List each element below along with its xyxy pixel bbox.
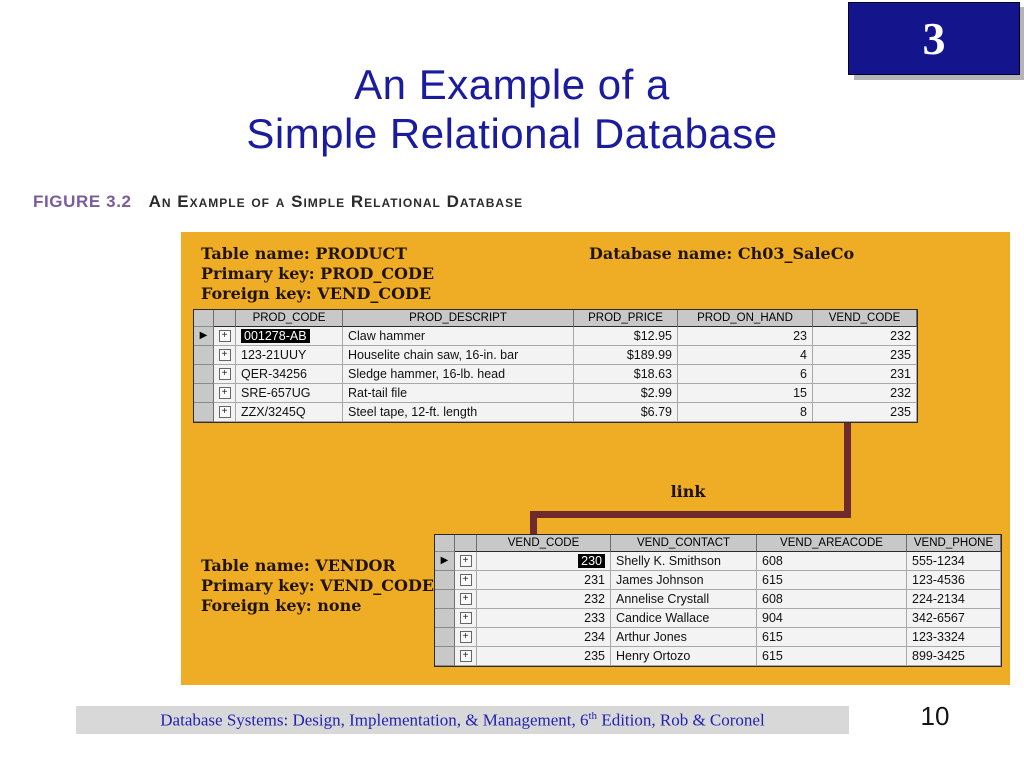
current-row-arrow-icon: ▶ [440, 555, 449, 566]
cell-prod-descript[interactable]: Claw hammer [343, 327, 574, 346]
vendor-foreign-key: Foreign key: none [201, 596, 362, 615]
column-header-prod-price[interactable]: PROD_PRICE [574, 310, 678, 327]
vendor-table-info [201, 556, 434, 616]
expand-row-button[interactable] [214, 403, 236, 422]
plus-icon: + [219, 406, 231, 418]
cell-prod-price[interactable]: $6.79 [574, 403, 678, 422]
product-primary-key: Primary key: PROD_CODE [201, 264, 435, 283]
footer-bar [76, 706, 849, 734]
header-selector-cell [435, 535, 455, 552]
row-selector[interactable] [435, 628, 455, 647]
row-selector[interactable] [435, 552, 455, 571]
table-row [435, 571, 1001, 590]
cell-prod-on-hand[interactable]: 6 [678, 365, 813, 384]
cell-prod-code[interactable]: 001278-AB [236, 327, 343, 346]
product-table-info [201, 244, 434, 304]
cell-vend-code[interactable]: 232 [813, 327, 917, 346]
table-row [435, 552, 1001, 571]
cell-prod-code[interactable]: ZZX/3245Q [236, 403, 343, 422]
page-title [0, 60, 1024, 158]
cell-vend-contact[interactable]: James Johnson [611, 571, 757, 590]
cell-vend-phone[interactable]: 123-3324 [907, 628, 1001, 647]
cell-vend-phone[interactable]: 224-2134 [907, 590, 1001, 609]
plus-icon: + [460, 574, 472, 586]
expand-row-button[interactable] [455, 571, 477, 590]
cell-prod-on-hand[interactable]: 15 [678, 384, 813, 403]
header-expand-cell [214, 310, 236, 327]
cell-vend-areacode[interactable]: 615 [757, 628, 907, 647]
row-selector[interactable] [194, 327, 214, 346]
plus-icon: + [219, 330, 231, 342]
cell-prod-code[interactable]: QER-34256 [236, 365, 343, 384]
row-selector[interactable] [435, 571, 455, 590]
cell-vend-phone[interactable]: 342-6567 [907, 609, 1001, 628]
cell-vend-phone[interactable]: 899-3425 [907, 647, 1001, 666]
expand-row-button[interactable] [455, 552, 477, 571]
link-label: link [670, 482, 706, 501]
cell-prod-code[interactable]: 123-21UUY [236, 346, 343, 365]
cell-prod-descript[interactable]: Rat-tail file [343, 384, 574, 403]
cell-vend-contact[interactable]: Candice Wallace [611, 609, 757, 628]
figure-canvas [181, 232, 1010, 685]
cell-vend-areacode[interactable]: 904 [757, 609, 907, 628]
title-line-2: Simple Relational Database [246, 110, 778, 157]
cell-prod-on-hand[interactable]: 4 [678, 346, 813, 365]
row-selector[interactable] [435, 590, 455, 609]
plus-icon: + [460, 555, 472, 567]
expand-row-button[interactable] [214, 346, 236, 365]
link-connector-horizontal [530, 511, 851, 518]
cell-prod-descript[interactable]: Houselite chain saw, 16-in. bar [343, 346, 574, 365]
plus-icon: + [219, 387, 231, 399]
cell-vend-phone[interactable]: 555-1234 [907, 552, 1001, 571]
product-table-name: Table name: PRODUCT [201, 244, 408, 263]
title-line-1: An Example of a [354, 61, 670, 108]
cell-prod-on-hand[interactable]: 8 [678, 403, 813, 422]
cell-prod-price[interactable]: $12.95 [574, 327, 678, 346]
expand-row-button[interactable] [214, 327, 236, 346]
table-row [435, 590, 1001, 609]
cell-vend-contact[interactable]: Annelise Crystall [611, 590, 757, 609]
table-row [435, 647, 1001, 666]
cell-prod-code[interactable]: SRE-657UG [236, 384, 343, 403]
header-expand-cell [455, 535, 477, 552]
row-selector[interactable] [194, 365, 214, 384]
cell-vend-contact[interactable]: Shelly K. Smithson [611, 552, 757, 571]
figure-label: FIGURE 3.2 [33, 192, 132, 211]
row-selector[interactable] [194, 403, 214, 422]
link-connector-vertical-right [844, 422, 851, 518]
link-connector-vertical-left [530, 511, 537, 535]
vendor-primary-key: Primary key: VEND_CODE [201, 576, 435, 595]
row-selector[interactable] [194, 384, 214, 403]
cell-prod-on-hand[interactable]: 23 [678, 327, 813, 346]
expand-row-button[interactable] [455, 628, 477, 647]
vendor-table-header-row [435, 535, 1001, 552]
table-row [435, 628, 1001, 647]
product-foreign-key: Foreign key: VEND_CODE [201, 284, 432, 303]
cell-vend-areacode[interactable]: 608 [757, 552, 907, 571]
table-row [194, 327, 917, 346]
cell-prod-price[interactable]: $18.63 [574, 365, 678, 384]
plus-icon: + [219, 368, 231, 380]
column-header-vend-areacode[interactable]: VEND_AREACODE [757, 535, 907, 552]
product-table-body [194, 327, 917, 422]
expand-row-button[interactable] [455, 609, 477, 628]
expand-row-button[interactable] [214, 365, 236, 384]
table-row [194, 384, 917, 403]
expand-row-button[interactable] [214, 384, 236, 403]
column-header-vend-code[interactable]: VEND_CODE [813, 310, 917, 327]
header-selector-cell [194, 310, 214, 327]
table-row [435, 609, 1001, 628]
plus-icon: + [460, 612, 472, 624]
figure-heading [33, 192, 523, 212]
cell-vend-code[interactable]: 232 [813, 384, 917, 403]
cell-vend-code[interactable]: 231 [813, 365, 917, 384]
cell-vend-areacode[interactable]: 615 [757, 571, 907, 590]
vendor-table [434, 534, 1002, 667]
column-header-prod-code[interactable]: PROD_CODE [236, 310, 343, 327]
cell-vend-code[interactable]: 233 [477, 609, 611, 628]
cell-prod-descript[interactable]: Steel tape, 12-ft. length [343, 403, 574, 422]
expand-row-button[interactable] [455, 647, 477, 666]
cell-vend-areacode[interactable]: 608 [757, 590, 907, 609]
cell-vend-areacode[interactable]: 615 [757, 647, 907, 666]
row-selector[interactable] [194, 346, 214, 365]
column-header-prod-descript[interactable]: PROD_DESCRIPT [343, 310, 574, 327]
current-row-arrow-icon: ▶ [199, 330, 208, 341]
cell-vend-phone[interactable]: 123-4536 [907, 571, 1001, 590]
table-row [194, 346, 917, 365]
cell-vend-contact[interactable]: Arthur Jones [611, 628, 757, 647]
cell-prod-price[interactable]: $2.99 [574, 384, 678, 403]
row-selector[interactable] [435, 647, 455, 666]
database-name: Database name: Ch03_SaleCo [589, 244, 855, 263]
cell-vend-code[interactable]: 232 [477, 590, 611, 609]
table-row [194, 403, 917, 422]
vendor-table-name: Table name: VENDOR [201, 556, 396, 575]
footer-text: Database Systems: Design, Implementation, & Management, 6th Edition, Rob & Coronel [160, 709, 765, 730]
vendor-table-body [435, 552, 1001, 666]
cell-vend-contact[interactable]: Henry Ortozo [611, 647, 757, 666]
plus-icon: + [219, 349, 231, 361]
plus-icon: + [460, 650, 472, 662]
cell-vend-code[interactable]: 235 [477, 647, 611, 666]
cell-vend-code[interactable]: 235 [813, 346, 917, 365]
page-number: 10 [920, 701, 950, 731]
cell-vend-code[interactable]: 231 [477, 571, 611, 590]
cell-prod-descript[interactable]: Sledge hammer, 16-lb. head [343, 365, 574, 384]
plus-icon: + [460, 593, 472, 605]
cell-vend-code[interactable]: 234 [477, 628, 611, 647]
cell-vend-code[interactable]: 235 [813, 403, 917, 422]
column-header-vend-code[interactable]: VEND_CODE [477, 535, 611, 552]
cell-prod-price[interactable]: $189.99 [574, 346, 678, 365]
column-header-prod-on-hand[interactable]: PROD_ON_HAND [678, 310, 813, 327]
product-table [193, 309, 918, 423]
chapter-number: 3 [922, 13, 946, 64]
expand-row-button[interactable] [455, 590, 477, 609]
figure-caption: An Example of a Simple Relational Database [148, 192, 524, 211]
product-table-header-row [194, 310, 917, 327]
table-row [194, 365, 917, 384]
cell-vend-code[interactable]: 230 [477, 552, 611, 571]
plus-icon: + [460, 631, 472, 643]
row-selector[interactable] [435, 609, 455, 628]
column-header-vend-contact[interactable]: VEND_CONTACT [611, 535, 757, 552]
column-header-vend-phone[interactable]: VEND_PHONE [907, 535, 1001, 552]
